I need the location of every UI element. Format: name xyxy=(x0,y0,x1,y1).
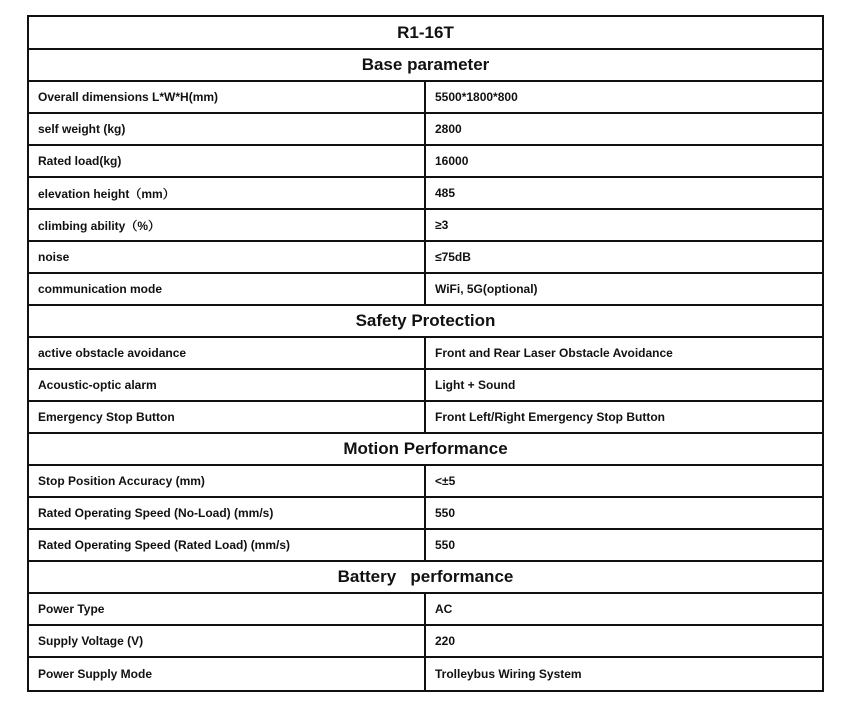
row-label: elevation height（mm） xyxy=(29,178,426,208)
table-row xyxy=(29,146,822,178)
row-value: 485 xyxy=(435,186,456,200)
table-row xyxy=(29,242,822,274)
table-row xyxy=(29,466,822,498)
row-label: Emergency Stop Button xyxy=(29,402,426,432)
table-row xyxy=(29,658,822,690)
row-value: Front and Rear Laser Obstacle Avoidance xyxy=(435,346,673,360)
table-row xyxy=(29,530,822,562)
table-row xyxy=(29,210,822,242)
table-row xyxy=(29,594,822,626)
row-label: Stop Position Accuracy (mm) xyxy=(29,466,426,496)
row-label: communication mode xyxy=(29,274,426,304)
section-heading-motion-performance: Motion Performance xyxy=(29,434,822,466)
row-label: active obstacle avoidance xyxy=(29,338,426,368)
section-heading-base-parameter: Base parameter xyxy=(29,50,822,82)
row-label: Rated Operating Speed (No-Load) (mm/s) xyxy=(29,498,426,528)
row-value: AC xyxy=(435,602,453,616)
table-row xyxy=(29,338,822,370)
table-row xyxy=(29,498,822,530)
row-label: noise xyxy=(29,242,426,272)
table-row xyxy=(29,402,822,434)
table-row xyxy=(29,274,822,306)
table-row xyxy=(29,114,822,146)
row-label: Supply Voltage (V) xyxy=(29,626,426,656)
row-label: self weight (kg) xyxy=(29,114,426,144)
row-label: Acoustic-optic alarm xyxy=(29,370,426,400)
row-value: 550 xyxy=(435,538,456,552)
row-label: Rated Operating Speed (Rated Load) (mm/s) xyxy=(29,530,426,560)
row-value: 5500*1800*800 xyxy=(435,90,518,104)
table-row xyxy=(29,370,822,402)
table-title: R1-16T xyxy=(29,17,822,50)
row-label: Power Type xyxy=(29,594,426,624)
row-label: Overall dimensions L*W*H(mm) xyxy=(29,82,426,112)
row-value: WiFi, 5G(optional) xyxy=(435,282,538,296)
row-value: 220 xyxy=(435,634,456,648)
row-value: Light + Sound xyxy=(435,378,516,392)
row-value: Trolleybus Wiring System xyxy=(435,667,582,681)
row-value: 550 xyxy=(435,506,456,520)
spec-table xyxy=(27,15,824,692)
row-value: ≥3 xyxy=(435,218,449,232)
row-value: 16000 xyxy=(435,154,469,168)
row-value: Front Left/Right Emergency Stop Button xyxy=(435,410,665,424)
row-label: Power Supply Mode xyxy=(29,658,426,690)
row-value: 2800 xyxy=(435,122,462,136)
row-value: ≤75dB xyxy=(435,250,471,264)
row-label: climbing ability（%） xyxy=(29,210,426,240)
table-row xyxy=(29,178,822,210)
table-row xyxy=(29,82,822,114)
row-label: Rated load(kg) xyxy=(29,146,426,176)
row-value: <±5 xyxy=(435,474,456,488)
table-row xyxy=(29,626,822,658)
section-heading-safety-protection: Safety Protection xyxy=(29,306,822,338)
section-heading-battery-performance: Battery performance xyxy=(29,562,822,594)
